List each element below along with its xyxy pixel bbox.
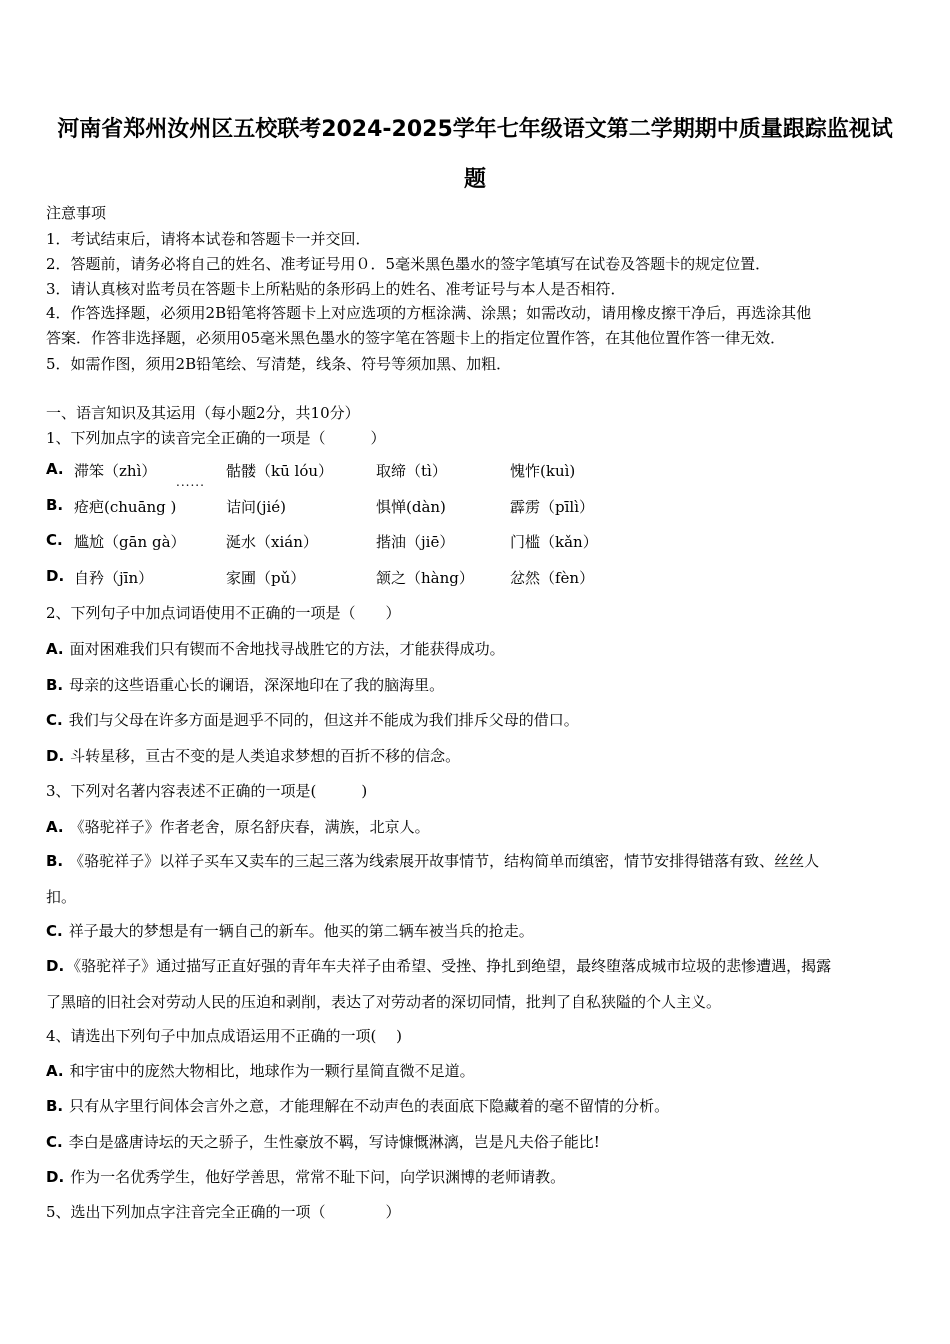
q2-option-d: D. 斗转星移，亘古不变的是人类追求梦想的百折不移的信念。 [46, 747, 461, 765]
q1-option-b-item: 疮疤(chuāng ) [74, 498, 177, 516]
q1-option-a-item: 骷髅（kū lóu） [226, 462, 334, 480]
q3-option-c: C. 祥子最大的梦想是有一辆自己的新车。他买的第二辆车被当兵的抢走。 [46, 922, 534, 940]
page-title-continued: 题 [463, 167, 486, 192]
q3-option-d: D. 《骆驼祥子》通过描写正直好强的青年车夫祥子由希望、受挫、挣扎到绝望，最终堕落成城市垃圾的悲惨遭遇，揭露 [46, 957, 832, 975]
question-3-stem: 3、下列对名著内容表述不正确的一项是( ) [46, 782, 368, 800]
q3-option-b: B. 《骆驼祥子》以祥子买车又卖车的三起三落为线索展开故事情节，结构简单而缜密，情节安排得错落有致、丝丝人 [46, 852, 820, 870]
q1-option-d-item: 忿然（fèn） [510, 569, 595, 587]
q1-option-c-label: C. [46, 531, 63, 549]
q1-option-b-label: B. [46, 496, 64, 514]
q1-option-d-item: 颔之（hàng） [376, 569, 474, 587]
q1-option-c-item: 尴尬（gān gà） [74, 533, 186, 551]
question-1-stem: 1、下列加点字的读音完全正确的一项是（ ） [46, 429, 386, 447]
q1-option-c-item: 涎水（xián） [226, 533, 318, 551]
q1-option-d-label: D. [46, 567, 65, 585]
q4-option-a: A. 和宇宙中的庞然大物相比，地球作为一颗行星简直微不足道。 [46, 1062, 475, 1080]
q1-option-d-item: 自矜（jīn） [74, 569, 154, 587]
question-4-stem: 4、请选出下列句子中加点成语运用不正确的一项( ) [46, 1027, 403, 1045]
q1-option-c-item: 门槛（kǎn） [510, 533, 598, 551]
q1-option-a-label: A. [46, 460, 64, 478]
q3-option-b-continued: 扣。 [46, 888, 77, 906]
notice-item: 1．考试结束后，请将本试卷和答题卡一并交回． [46, 230, 371, 248]
notice-item: 5．如需作图，须用2B铅笔绘、写清楚，线条、符号等须加黑、加粗． [46, 355, 512, 373]
page-title: 河南省郑州汝州区五校联考2024-2025学年七年级语文第二学期期中质量跟踪监视试 [57, 117, 893, 142]
q2-option-a: A. 面对困难我们只有锲而不舍地找寻战胜它的方法，才能获得成功。 [46, 640, 505, 658]
q1-option-a-item: 愧怍(kuì) [510, 462, 576, 480]
section-heading: 一、语言知识及其运用（每小题2分，共10分） [46, 404, 360, 422]
q1-option-a-item: 取缔（tì） [376, 462, 447, 480]
notice-item: 2．答题前，请务必将自己的姓名、准考证号用０．5毫米黑色墨水的签字笔填写在试卷及答题卡的规定位置． [46, 255, 771, 273]
q4-option-c: C. 李白是盛唐诗坛的天之骄子，生性豪放不羁，写诗慷慨淋漓，岂是凡夫俗子能比! [46, 1133, 600, 1151]
q1-option-b-item: 惧惮(dàn) [376, 498, 446, 516]
notice-heading: 注意事项 [46, 204, 107, 222]
notice-item: 答案．作答非选择题，必须用05毫米黑色墨水的签字笔在答题卡上的指定位置作答，在其他位置作答一律无效． [46, 329, 786, 347]
q1-option-b-item: 诘问(jié) [226, 498, 287, 516]
q2-option-b: B. 母亲的这些语重心长的谰语，深深地印在了我的脑海里。 [46, 676, 445, 694]
notice-item: 3．请认真核对监考员在答题卡上所粘贴的条形码上的姓名、准考证号与本人是否相符． [46, 280, 626, 298]
emphasis-dots: ...... [176, 475, 205, 489]
question-5-stem: 5、选出下列加点字注音完全正确的一项（ ） [46, 1203, 401, 1221]
notice-item: 4．作答选择题，必须用2B铅笔将答题卡上对应选项的方框涂满、涂黑；如需改动，请用橡皮擦干净后，再选涂其他 [46, 304, 812, 322]
q2-option-c: C. 我们与父母在许多方面是迥乎不同的，但这并不能成为我们排斥父母的借口。 [46, 711, 579, 729]
q3-option-d-continued: 了黑暗的旧社会对劳动人民的压迫和剥削，表达了对劳动者的深切同情，批判了自私狭隘的个人主义。 [46, 993, 722, 1011]
q4-option-b: B. 只有从字里行间体会言外之意，才能理解在不动声色的表面底下隐藏着的毫不留情的分析。 [46, 1097, 670, 1115]
q4-option-d: D. 作为一名优秀学生，他好学善思，常常不耻下问，向学识渊博的老师请教。 [46, 1168, 566, 1186]
q3-option-a: A. 《骆驼祥子》作者老舍，原名舒庆春，满族，北京人。 [46, 818, 430, 836]
q1-option-d-item: 家圃（pǔ） [226, 569, 306, 587]
q1-option-c-item: 揩油（jiē） [376, 533, 455, 551]
q1-option-b-item: 霹雳（pīlì） [510, 498, 594, 516]
question-2-stem: 2、下列句子中加点词语使用不正确的一项是（ ） [46, 604, 401, 622]
q1-option-a-item: 滞笨（zhì） [74, 462, 157, 480]
